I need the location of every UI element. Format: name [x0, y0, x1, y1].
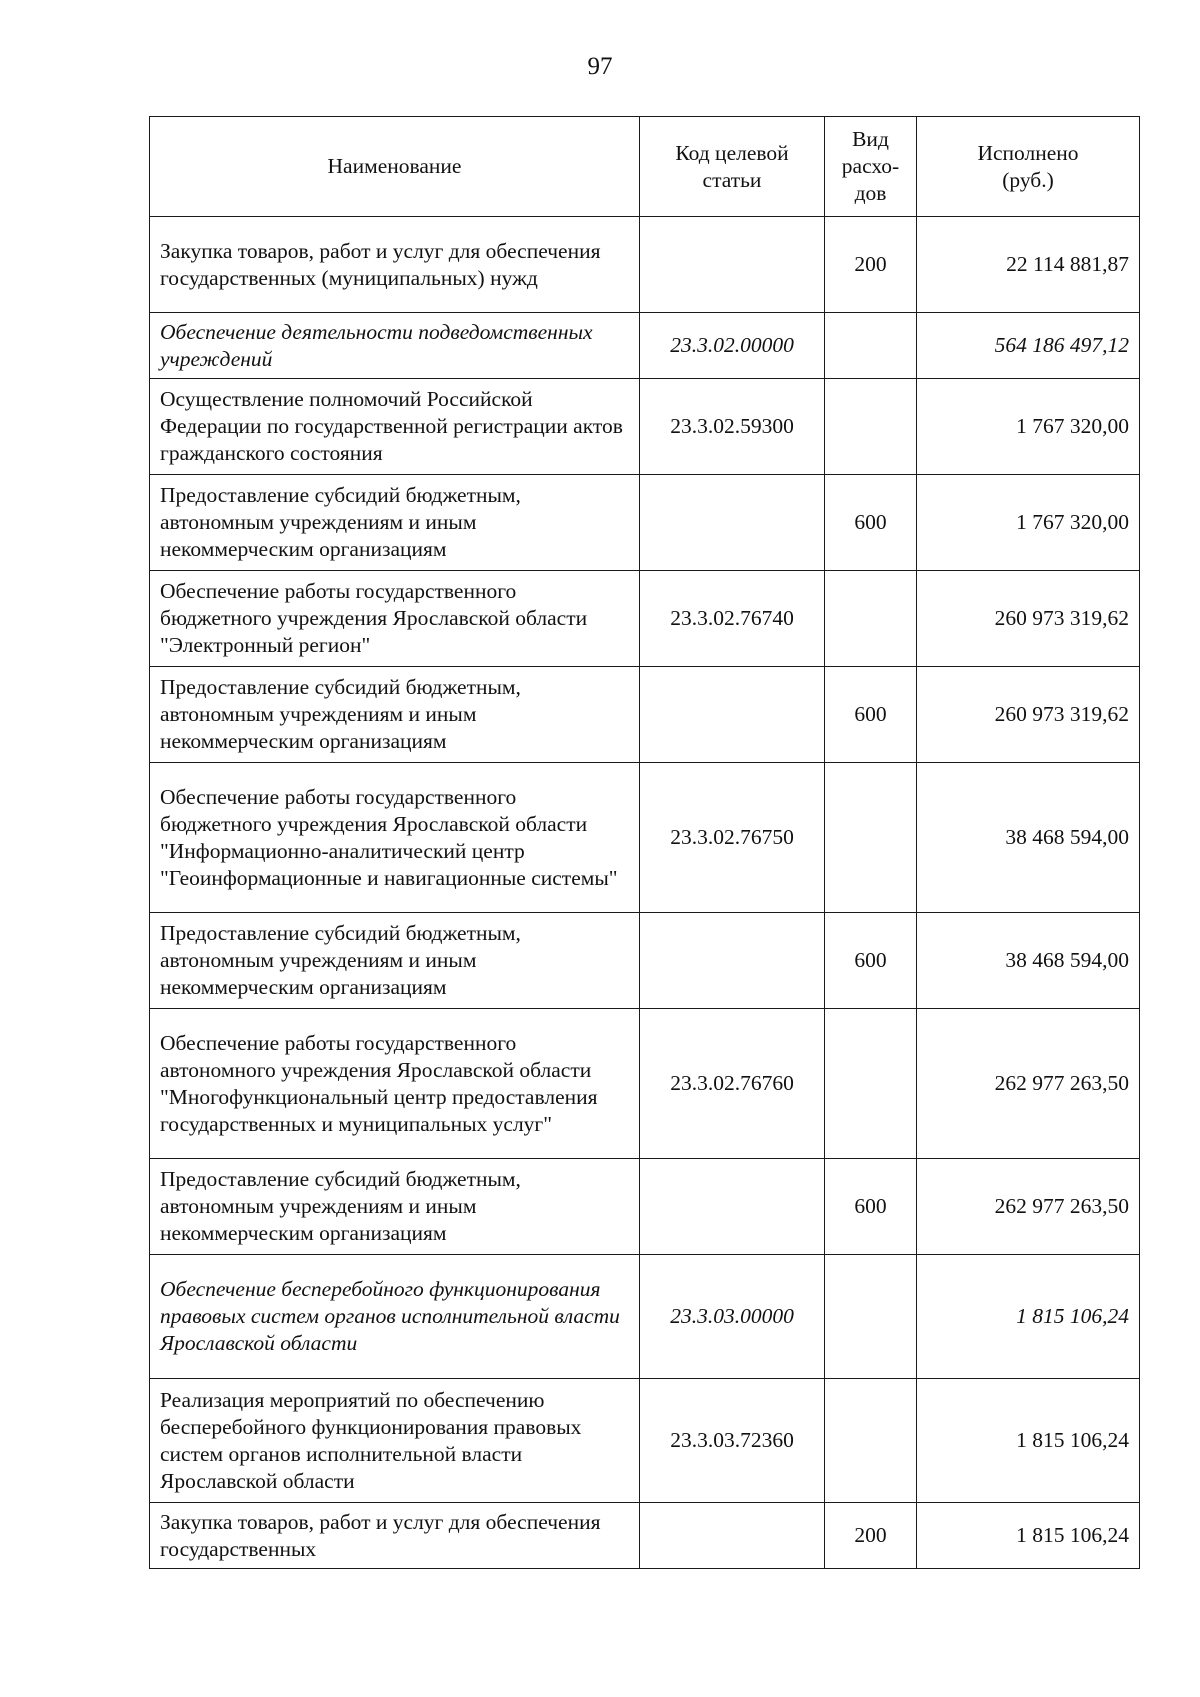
cell-amount: 22 114 881,87 [917, 217, 1140, 313]
cell-name: Обеспечение работы государственного автономного учреждения Ярославской области "Многофункциональный центр предоставления государственных и муниципальных услуг" [150, 1009, 640, 1159]
cell-name: Предоставление субсидий бюджетным, автономным учреждениям и иным некоммерческим организациям [150, 1159, 640, 1255]
cell-name: Предоставление субсидий бюджетным, автономным учреждениям и иным некоммерческим организациям [150, 475, 640, 571]
cell-code: 23.3.02.00000 [640, 313, 825, 379]
table-row [150, 313, 1140, 379]
cell-kind: 600 [825, 1159, 917, 1255]
cell-kind [825, 1255, 917, 1379]
page-number: 97 [587, 53, 613, 80]
cell-name: Закупка товаров, работ и услуг для обеспечения государственных (муниципальных) нужд [150, 217, 640, 313]
table-row [150, 667, 1140, 763]
table-row [150, 1379, 1140, 1503]
cell-amount: 1 815 106,24 [917, 1503, 1140, 1569]
cell-amount: 1 767 320,00 [917, 475, 1140, 571]
table-row [150, 571, 1140, 667]
cell-code [640, 217, 825, 313]
table-body [150, 217, 1140, 1569]
expenditure-table [149, 116, 1140, 1569]
table-row [150, 1503, 1140, 1569]
cell-code: 23.3.02.76760 [640, 1009, 825, 1159]
cell-code: 23.3.03.72360 [640, 1379, 825, 1503]
table-row [150, 763, 1140, 913]
cell-code: 23.3.02.59300 [640, 379, 825, 475]
cell-code [640, 913, 825, 1009]
cell-amount: 260 973 319,62 [917, 667, 1140, 763]
cell-amount: 1 815 106,24 [917, 1379, 1140, 1503]
cell-name: Обеспечение работы государственного бюджетного учреждения Ярославской области "Электронный регион" [150, 571, 640, 667]
cell-amount: 1 767 320,00 [917, 379, 1140, 475]
cell-amount: 564 186 497,12 [917, 313, 1140, 379]
cell-amount: 38 468 594,00 [917, 913, 1140, 1009]
cell-code: 23.3.03.00000 [640, 1255, 825, 1379]
cell-code [640, 475, 825, 571]
cell-kind: 600 [825, 475, 917, 571]
header-name: Наименование [150, 117, 640, 217]
cell-amount: 262 977 263,50 [917, 1009, 1140, 1159]
cell-kind [825, 571, 917, 667]
cell-kind [825, 763, 917, 913]
cell-amount: 262 977 263,50 [917, 1159, 1140, 1255]
cell-code [640, 1159, 825, 1255]
cell-kind [825, 1009, 917, 1159]
cell-kind [825, 379, 917, 475]
cell-kind: 200 [825, 1503, 917, 1569]
cell-code: 23.3.02.76750 [640, 763, 825, 913]
table-row [150, 217, 1140, 313]
cell-kind: 600 [825, 667, 917, 763]
cell-name: Предоставление субсидий бюджетным, автономным учреждениям и иным некоммерческим организациям [150, 667, 640, 763]
cell-kind: 600 [825, 913, 917, 1009]
cell-name: Обеспечение деятельности подведомственных учреждений [150, 313, 640, 379]
cell-name: Предоставление субсидий бюджетным, автономным учреждениям и иным некоммерческим организациям [150, 913, 640, 1009]
cell-code [640, 1503, 825, 1569]
table-row [150, 1255, 1140, 1379]
header-code: Код целевой статьи [640, 117, 825, 217]
header-amount: Исполнено (руб.) [917, 117, 1140, 217]
cell-amount: 38 468 594,00 [917, 763, 1140, 913]
cell-code [640, 667, 825, 763]
table-header-row [150, 117, 1140, 217]
cell-name: Осуществление полномочий Российской Федерации по государственной регистрации актов гражданского состояния [150, 379, 640, 475]
cell-code: 23.3.02.76740 [640, 571, 825, 667]
table-row [150, 475, 1140, 571]
header-kind: Вид расхо- дов [825, 117, 917, 217]
table-row [150, 379, 1140, 475]
cell-kind: 200 [825, 217, 917, 313]
table-row [150, 1159, 1140, 1255]
cell-kind [825, 313, 917, 379]
cell-name: Обеспечение работы государственного бюджетного учреждения Ярославской области "Информационно-аналитический центр "Геоинформационные и навигационные системы" [150, 763, 640, 913]
cell-name: Реализация мероприятий по обеспечению бесперебойного функционирования правовых систем органов исполнительной власти Ярославской области [150, 1379, 640, 1503]
cell-amount: 260 973 319,62 [917, 571, 1140, 667]
cell-name: Закупка товаров, работ и услуг для обеспечения государственных [150, 1503, 640, 1569]
cell-amount: 1 815 106,24 [917, 1255, 1140, 1379]
table-row [150, 913, 1140, 1009]
cell-name: Обеспечение бесперебойного функционирования правовых систем органов исполнительной власти Ярославской области [150, 1255, 640, 1379]
table-row [150, 1009, 1140, 1159]
cell-kind [825, 1379, 917, 1503]
